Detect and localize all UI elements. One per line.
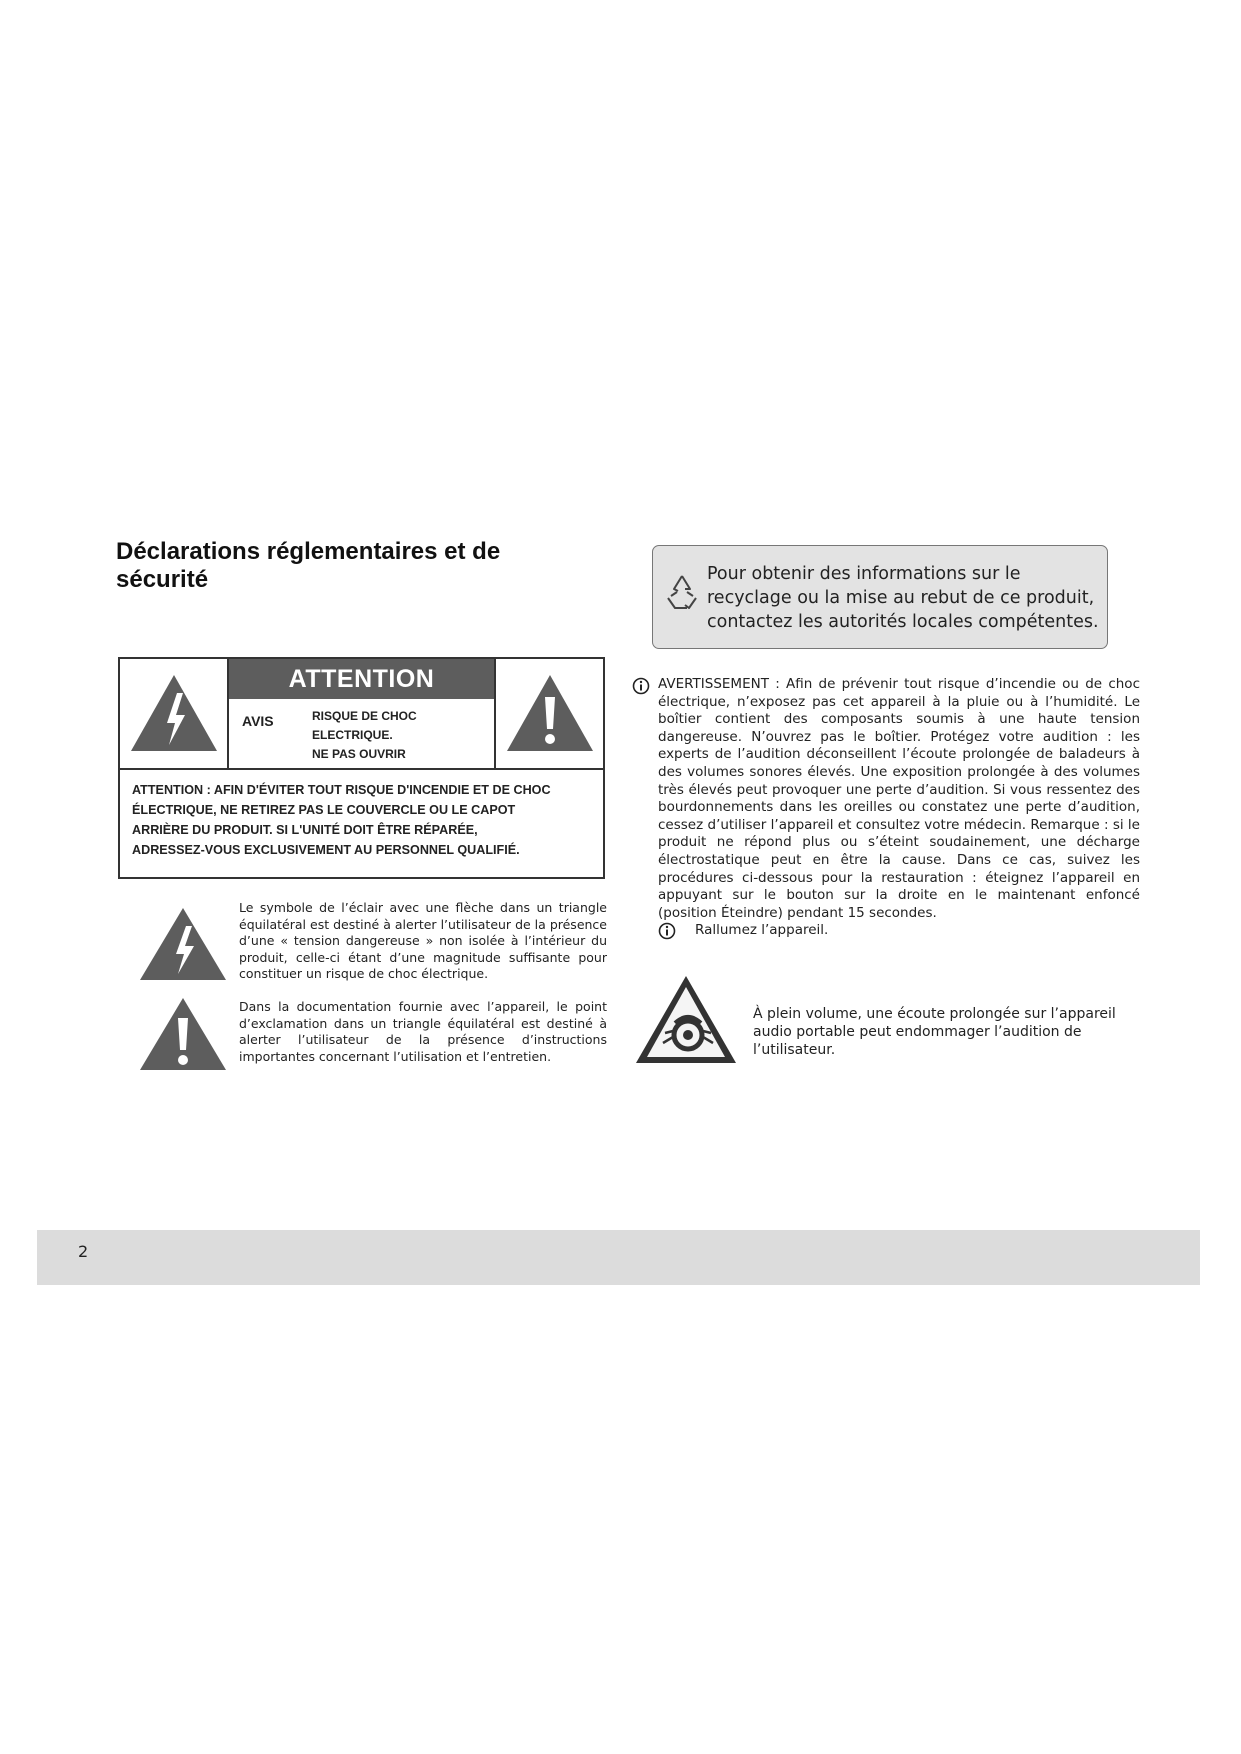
attention-warning-text [132,780,592,860]
warning-line: ÉLECTRIQUE, NE RETIREZ PAS LE COUVERCLE OU LE CAPOT [132,803,516,817]
hearing-damage-icon [633,973,739,1066]
info-icon [632,677,650,695]
page-title: Déclarations réglementaires et de sécurité [116,538,501,593]
exclamation-symbol-text: Dans la documentation fournie avec l’appareil, le point d’exclamation dans un triangle équilatéral est destiné à alerter l’utilisateur de la présence d’instructions importantes concernant l’utilisation et l’entretien. [239,999,607,1064]
recycle-info-text: Pour obtenir des informations sur le recyclage ou la mise au rebut de ce produit, contactez les autorités locales compétentes. [707,564,1099,632]
footer-band [37,1230,1200,1285]
attention-lightning-cell [120,659,229,768]
exclamation-warning-icon [505,673,595,753]
warning-line: ATTENTION : AFIN D'ÉVITER TOUT RISQUE D'INCENDIE ET DE CHOC [132,783,551,797]
lightning-warning-icon [129,673,219,753]
info-icon [658,922,676,940]
risk-line-2: NE PAS OUVRIR [312,747,406,761]
attention-avis: AVIS [242,713,274,729]
attention-header: ATTENTION [229,659,494,699]
attention-divider [120,768,603,770]
warning-line: ARRIÈRE DU PRODUIT. SI L'UNITÉ DOIT ÊTRE RÉPARÉE, [132,823,478,837]
recycle-info-box [652,545,1108,649]
attention-exclamation-cell [494,659,603,768]
recycle-icon [663,572,701,612]
attention-label [118,657,605,879]
rallumez-text: Rallumez l’appareil. [695,922,829,938]
lightning-symbol-text: Le symbole de l’éclair avec une flèche dans un triangle équilatéral est destiné à alerter l’utilisateur de la présence d’une « tension dangereuse » non isolée à l’intérieur du produit, celle-ci étant d’une magnitude suffisante pour constituer un risque de choc électrique. [239,900,607,981]
attention-risk-text [312,707,492,764]
avertissement-text: AVERTISSEMENT : Afin de prévenir tout risque d’incendie ou de choc électrique, n’exposez pas cet appareil à la pluie ou à l’humidité. Le boîtier contient des composants soumis à une haute tension dangereuse. N’ouvrez pas le boîtier. Protégez votre audition : les experts de l’audition déconseillent l’écoute prolongée de baladeurs à des volumes sonores élevés. Une exposition prolongée à des volumes très élevés peut provoquer une perte d’audition. Si vous ressentez des bourdonnements dans les oreilles ou constatez une perte d’audition, cessez d’utiliser l’appareil et consultez votre médecin. Remarque : si le produit ne répond plus ou s’éteint soudainement, une décharge électrostatique peut en être la cause. Dans ce cas, suivez les procédures ci-dessous pour la restauration : éteignez l’appareil en appuyant sur le bouton sur la droite en le maintenant enfoncé (position Éteindre) pendant 15 secondes. [658,676,1140,921]
lightning-triangle-icon [138,906,228,982]
page-number: 2 [78,1242,89,1261]
exclamation-triangle-icon [138,996,228,1072]
warning-line: ADRESSEZ-VOUS EXCLUSIVEMENT AU PERSONNEL QUALIFIÉ. [132,843,520,857]
risk-line-1: RISQUE DE CHOC ELECTRIQUE. [312,709,417,742]
hearing-warning-text: À plein volume, une écoute prolongée sur l’appareil audio portable peut endommager l’audition de l’utilisateur. [753,1006,1116,1058]
